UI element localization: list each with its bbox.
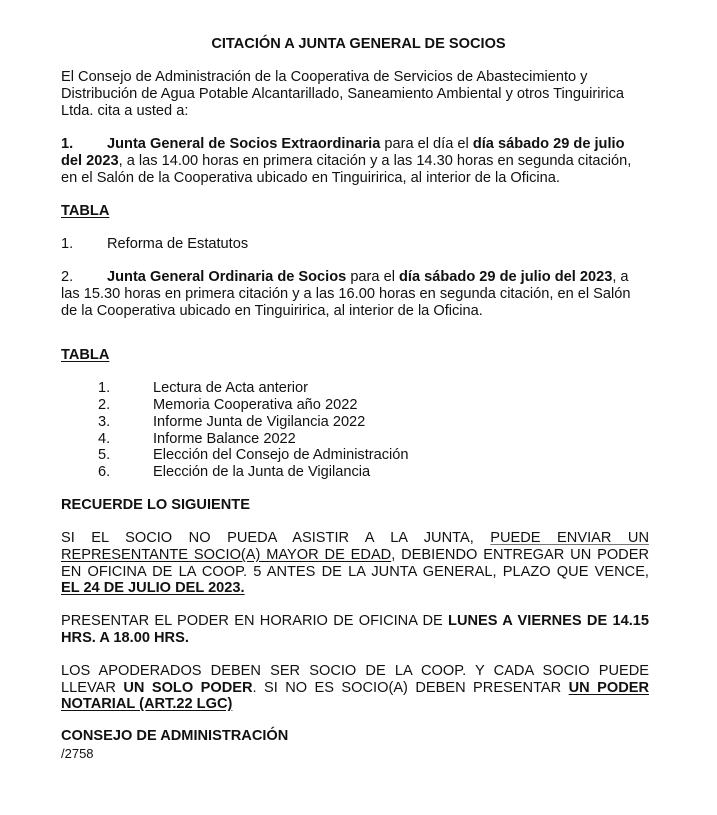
p2-bold-2: HRS. A 18.00 HRS. [61,630,189,646]
item2-text: para el [346,269,399,285]
recuerde-p1-line-3: EN OFICINA DE LA COOP. 5 ANTES DE LA JUNTA GENERAL, PLAZO QUE VENCE, [61,564,649,580]
tabla1-heading [61,203,109,220]
recuerde-heading [61,497,250,514]
tabla2-item-number: 3. [98,414,111,430]
signature-name-text: CONSEJO DE ADMINISTRACIÓN [61,728,289,744]
item1-name: Junta General de Socios Extraordinaria [107,136,381,152]
p1-text: SI EL SOCIO NO PUEDA ASISTIR A LA JUNTA, [61,530,491,546]
intro-line-3: Ltda. cita a usted a: [61,103,189,119]
recuerde-p2-line-1 [61,613,649,630]
recuerde-p1-line-1 [61,530,649,547]
tabla2-item-number: 4. [98,431,111,447]
tabla2-heading [61,347,109,364]
tabla1-heading-text: TABLA [61,203,110,219]
signature-ref: /2758 [61,746,94,761]
document-title: CITACIÓN A JUNTA GENERAL DE SOCIOS [211,36,506,52]
p3-text-2: . SI NO ES SOCIO(A) DEBEN PRESENTAR [252,680,569,696]
tabla2-item-label: Elección del Consejo de Administración [153,447,409,463]
recuerde-p2-line-2 [61,630,189,647]
item2-text-2: , a [612,269,629,285]
recuerde-p3-line-3 [61,696,232,713]
p2-bold: LUNES A VIERNES DE 14.15 [448,613,650,629]
p2-text: PRESENTAR EL PODER EN HORARIO DE OFICINA DE [61,613,449,629]
tabla2-item-label: Lectura de Acta anterior [153,380,308,396]
tabla2-item [61,464,370,481]
p1-underlined-2: REPRESENTANTE SOCIO(A) MAYOR DE EDAD [61,547,392,563]
p3-bold-underlined: UN PODER [568,680,650,696]
p1-text-2: , DEBIENDO ENTREGAR UN PODER [391,547,649,563]
tabla2-item [61,431,296,448]
tabla2-item-label: Informe Junta de Vigilancia 2022 [153,414,366,430]
intro-line-1: El Consejo de Administración de la Cooperativa de Servicios de Abastecimiento y [61,69,588,85]
tabla2-item-label: Informe Balance 2022 [153,431,296,447]
item1-line-3: en el Salón de la Cooperativa ubicado en Tinguiririca, al interior de la Oficina. [61,170,560,186]
item1-text: para el día el [380,136,473,152]
tabla1-item-label: Reforma de Estatutos [107,236,249,252]
intro-line-2: Distribución de Agua Potable Alcantarillado, Saneamiento Ambiental y otros Tinguiririca [61,86,624,102]
item2-name: Junta General Ordinaria de Socios [107,269,347,285]
item2-number: 2. [61,269,74,285]
tabla2-item-number: 1. [98,380,111,396]
tabla2-heading-text: TABLA [61,347,110,363]
p3-bold: UN SOLO PODER [123,680,253,696]
item1-line-1 [61,136,624,153]
signature-name [61,728,288,745]
tabla2-item [61,414,365,431]
item1-line-2 [61,153,631,170]
item1-year: del 2023 [61,153,119,169]
tabla1-item-number: 1. [61,236,74,252]
tabla2-item [61,380,308,397]
p3-text: LLEVAR [61,680,124,696]
tabla2-item-number: 2. [98,397,111,413]
recuerde-heading-text: RECUERDE LO SIGUIENTE [61,497,250,513]
tabla2-item-number: 6. [98,464,111,480]
item2-line-2: las 15.30 horas en primera citación y a las 16.00 horas en segunda citación, en el Salón [61,286,631,302]
p1-underlined: PUEDE ENVIAR UN [490,530,649,546]
item1-text-2: , a las 14.00 horas en primera citación y a las 14.30 horas en segunda citación, [118,153,632,169]
item2-line-1 [61,269,629,286]
tabla1-item [61,236,248,253]
tabla2-item [61,447,409,464]
tabla2-item-label: Memoria Cooperativa año 2022 [153,397,358,413]
recuerde-p3-line-1: LOS APODERADOS DEBEN SER SOCIO DE LA COOP. Y CADA SOCIO PUEDE [61,663,649,679]
recuerde-p3-line-2 [61,680,649,697]
item2-date: día sábado 29 de julio del 2023 [399,269,613,285]
tabla2-item-label: Elección de la Junta de Vigilancia [153,464,371,480]
item2-line-3: de la Cooperativa ubicado en Tinguiririca, al interior de la Oficina. [61,303,483,319]
tabla2-item [61,397,357,414]
recuerde-p1-line-4 [61,580,245,597]
p3-bold-underlined-2: NOTARIAL (ART.22 LGC) [61,696,233,712]
recuerde-p1-line-2 [61,547,649,564]
item1-number: 1. [61,136,74,152]
tabla2-item-number: 5. [98,447,111,463]
p1-deadline: EL 24 DE JULIO DEL 2023. [61,580,245,596]
item1-date: día sábado 29 de julio [472,136,625,152]
